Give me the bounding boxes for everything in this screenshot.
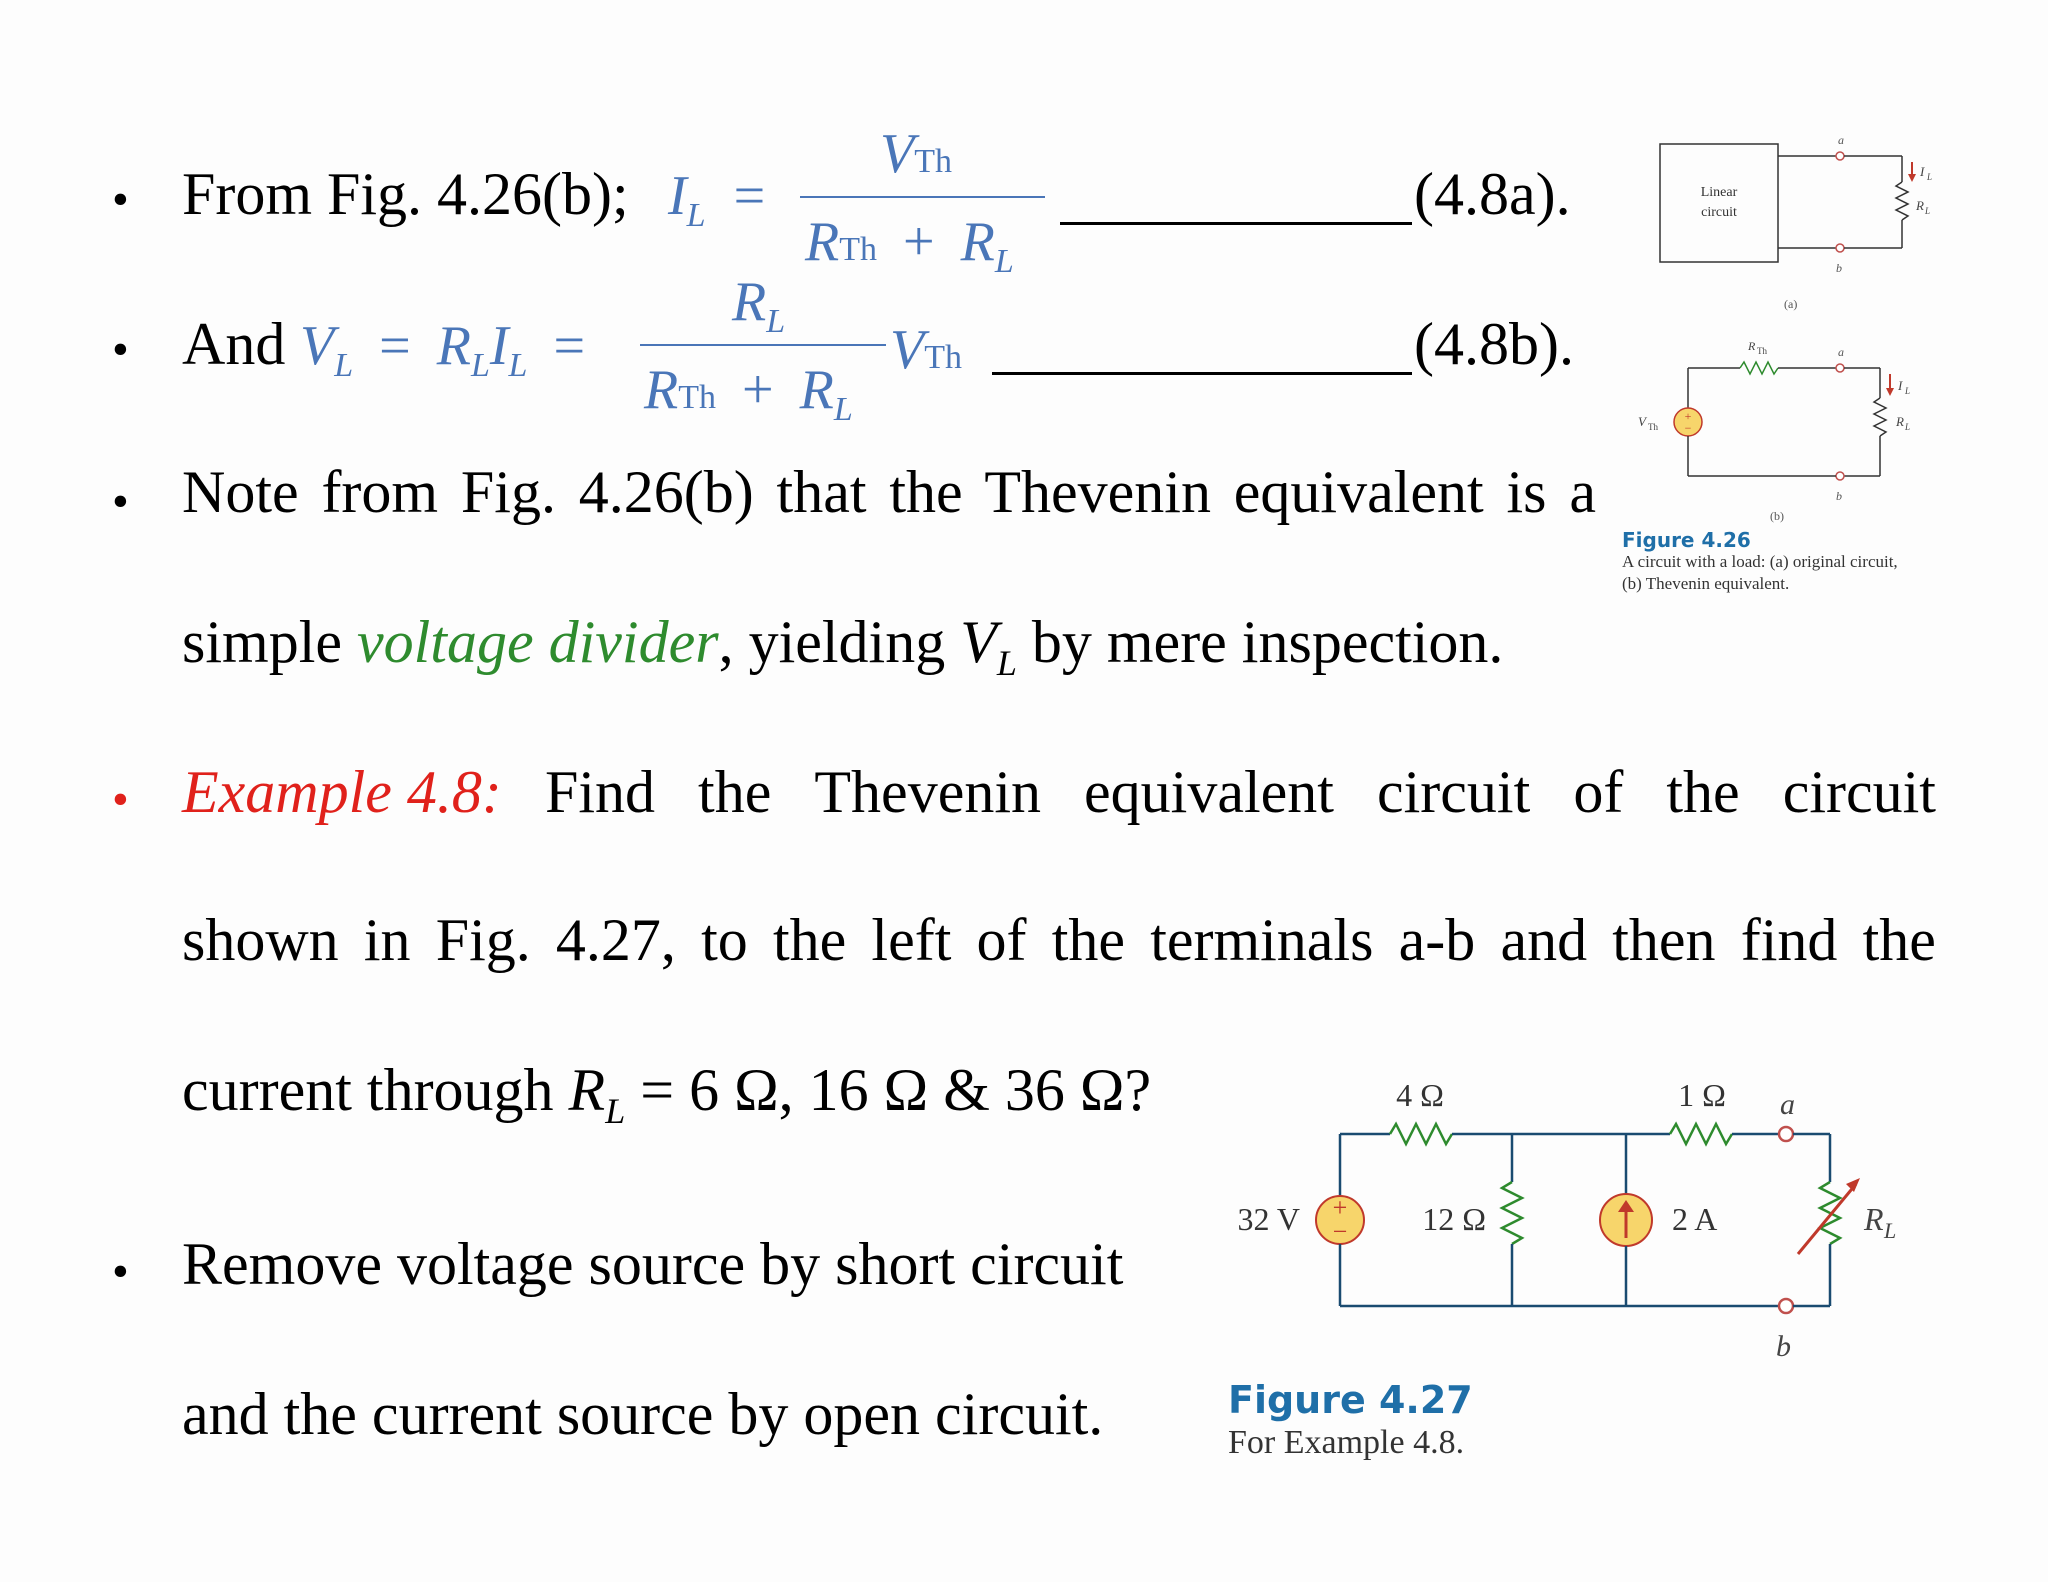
bullet-4-line-1: Example 4.8: Find the Thevenin equivalent circuit of the circuit bbox=[182, 759, 1936, 825]
figure-4-27-diagram bbox=[1220, 1070, 1920, 1370]
svg-text:−: − bbox=[1684, 421, 1692, 435]
load-resistor bbox=[1896, 182, 1908, 220]
svg-text:b: b bbox=[1836, 489, 1842, 503]
label-12-ohm: 12 Ω bbox=[1422, 1201, 1486, 1237]
svg-text:b: b bbox=[1836, 261, 1842, 275]
svg-text:b: b bbox=[1776, 1330, 1791, 1363]
svg-text:I: I bbox=[1898, 378, 1903, 393]
svg-text:(b): (b) bbox=[1770, 509, 1784, 523]
variable-arrow bbox=[1798, 1184, 1856, 1254]
svg-text:R: R bbox=[1896, 414, 1904, 429]
terminal-a bbox=[1836, 152, 1844, 160]
svg-text:a: a bbox=[1838, 133, 1844, 147]
svg-text:V: V bbox=[1638, 414, 1646, 429]
fraction-denominator: RTh + $R_L$ bbox=[805, 211, 1014, 281]
blank-rule bbox=[1060, 222, 1412, 225]
bullet-5-line-2: and the current source by open circuit. bbox=[182, 1381, 1104, 1447]
terminal-b bbox=[1779, 1299, 1793, 1313]
current-arrow bbox=[1908, 174, 1916, 182]
resistor-4-ohm bbox=[1390, 1124, 1452, 1144]
svg-text:L: L bbox=[1905, 422, 1911, 432]
figure-4-26-diagram bbox=[1600, 120, 1960, 540]
bullet-2-prefix: And bbox=[182, 311, 286, 377]
figure-4-26-caption-2: (b) Thevenin equivalent. bbox=[1622, 574, 1790, 593]
svg-text:L: L bbox=[1927, 172, 1933, 182]
bullet-1-prefix: From Fig. 4.26(b); bbox=[182, 161, 629, 227]
svg-text:Th: Th bbox=[1648, 422, 1658, 432]
svg-text:a: a bbox=[1838, 345, 1844, 359]
example-label: Example 4.8: bbox=[182, 759, 502, 825]
equation-ref-4-8b: (4.8b). bbox=[1414, 311, 1574, 377]
resistor-12-ohm bbox=[1502, 1182, 1522, 1244]
svg-text:+: + bbox=[1332, 1193, 1348, 1222]
bullet-dot: • bbox=[112, 1245, 129, 1298]
blank-rule bbox=[992, 372, 1412, 375]
svg-text:a: a bbox=[1780, 1088, 1795, 1121]
label-2a: 2 A bbox=[1672, 1201, 1718, 1237]
bullet-dot: • bbox=[112, 773, 129, 826]
fraction-numerator: $R_L$ bbox=[732, 271, 786, 341]
bullet-4-line-2: shown in Fig. 4.27, to the left of the terminals a-b and then find the bbox=[182, 907, 1936, 973]
svg-text:+: + bbox=[1684, 409, 1692, 423]
linear-circuit-box bbox=[1660, 144, 1778, 262]
fraction-bar bbox=[640, 344, 886, 346]
terminal-a bbox=[1779, 1127, 1793, 1141]
label-rl: R bbox=[1864, 1201, 1884, 1237]
label-1-ohm: 1 Ω bbox=[1678, 1077, 1726, 1113]
fraction-bar bbox=[800, 196, 1045, 198]
svg-text:R: R bbox=[1748, 339, 1756, 353]
equation-vl: $V_L = R_LI_L$ = bbox=[300, 315, 586, 385]
svg-text:R: R bbox=[1916, 198, 1924, 213]
equation-il: $I_L$ = bbox=[668, 165, 766, 235]
load-resistor-variable bbox=[1820, 1182, 1840, 1244]
svg-text:L: L bbox=[1884, 1218, 1897, 1243]
figure-4-27-caption: For Example 4.8. bbox=[1228, 1424, 1465, 1461]
bullet-dot: • bbox=[112, 323, 129, 376]
box-label-circuit: circuit bbox=[1701, 205, 1737, 220]
bullet-dot: • bbox=[112, 173, 129, 226]
bullet-dot: • bbox=[112, 475, 129, 528]
bullet-4-line-3: current through $R_L = 6$ Ω, 16 Ω & 36 Ω? bbox=[182, 1057, 1152, 1131]
svg-text:I: I bbox=[1920, 164, 1925, 179]
bullet-5-line-1: Remove voltage source by short circuit bbox=[182, 1231, 1124, 1297]
label-32v: 32 V bbox=[1237, 1201, 1300, 1237]
terminal-b bbox=[1836, 244, 1844, 252]
equation-ref-4-8a: (4.8a). bbox=[1414, 161, 1571, 227]
figure-4-26-title: Figure 4.26 bbox=[1622, 528, 1751, 552]
fraction-numerator: VTh bbox=[880, 123, 952, 185]
bullet-3-line-2: simple voltage divider, yielding $V_L$ by mere inspection. bbox=[182, 609, 1504, 683]
svg-text:L: L bbox=[1905, 386, 1911, 396]
box-label-linear: Linear bbox=[1700, 185, 1738, 200]
figure-4-27-title: Figure 4.27 bbox=[1228, 1378, 1473, 1422]
voltage-divider-term: voltage divider bbox=[357, 609, 719, 675]
rth-resistor bbox=[1740, 362, 1778, 374]
fraction-denominator: RTh + $R_L$ bbox=[644, 359, 853, 429]
label-4-ohm: 4 Ω bbox=[1396, 1077, 1444, 1113]
rl-resistor-b bbox=[1874, 398, 1886, 436]
svg-text:Th: Th bbox=[1757, 346, 1767, 356]
bullet-3-line-1: Note from Fig. 4.26(b) that the Thevenin equivalent is a bbox=[182, 459, 1596, 525]
equation-vth: VTh bbox=[890, 319, 962, 381]
svg-text:−: − bbox=[1332, 1217, 1348, 1246]
resistor-1-ohm bbox=[1670, 1124, 1732, 1144]
figure-4-26-caption-1: A circuit with a load: (a) original circuit, bbox=[1622, 552, 1898, 571]
svg-text:L: L bbox=[1925, 206, 1931, 216]
svg-text:(a): (a) bbox=[1784, 297, 1798, 311]
